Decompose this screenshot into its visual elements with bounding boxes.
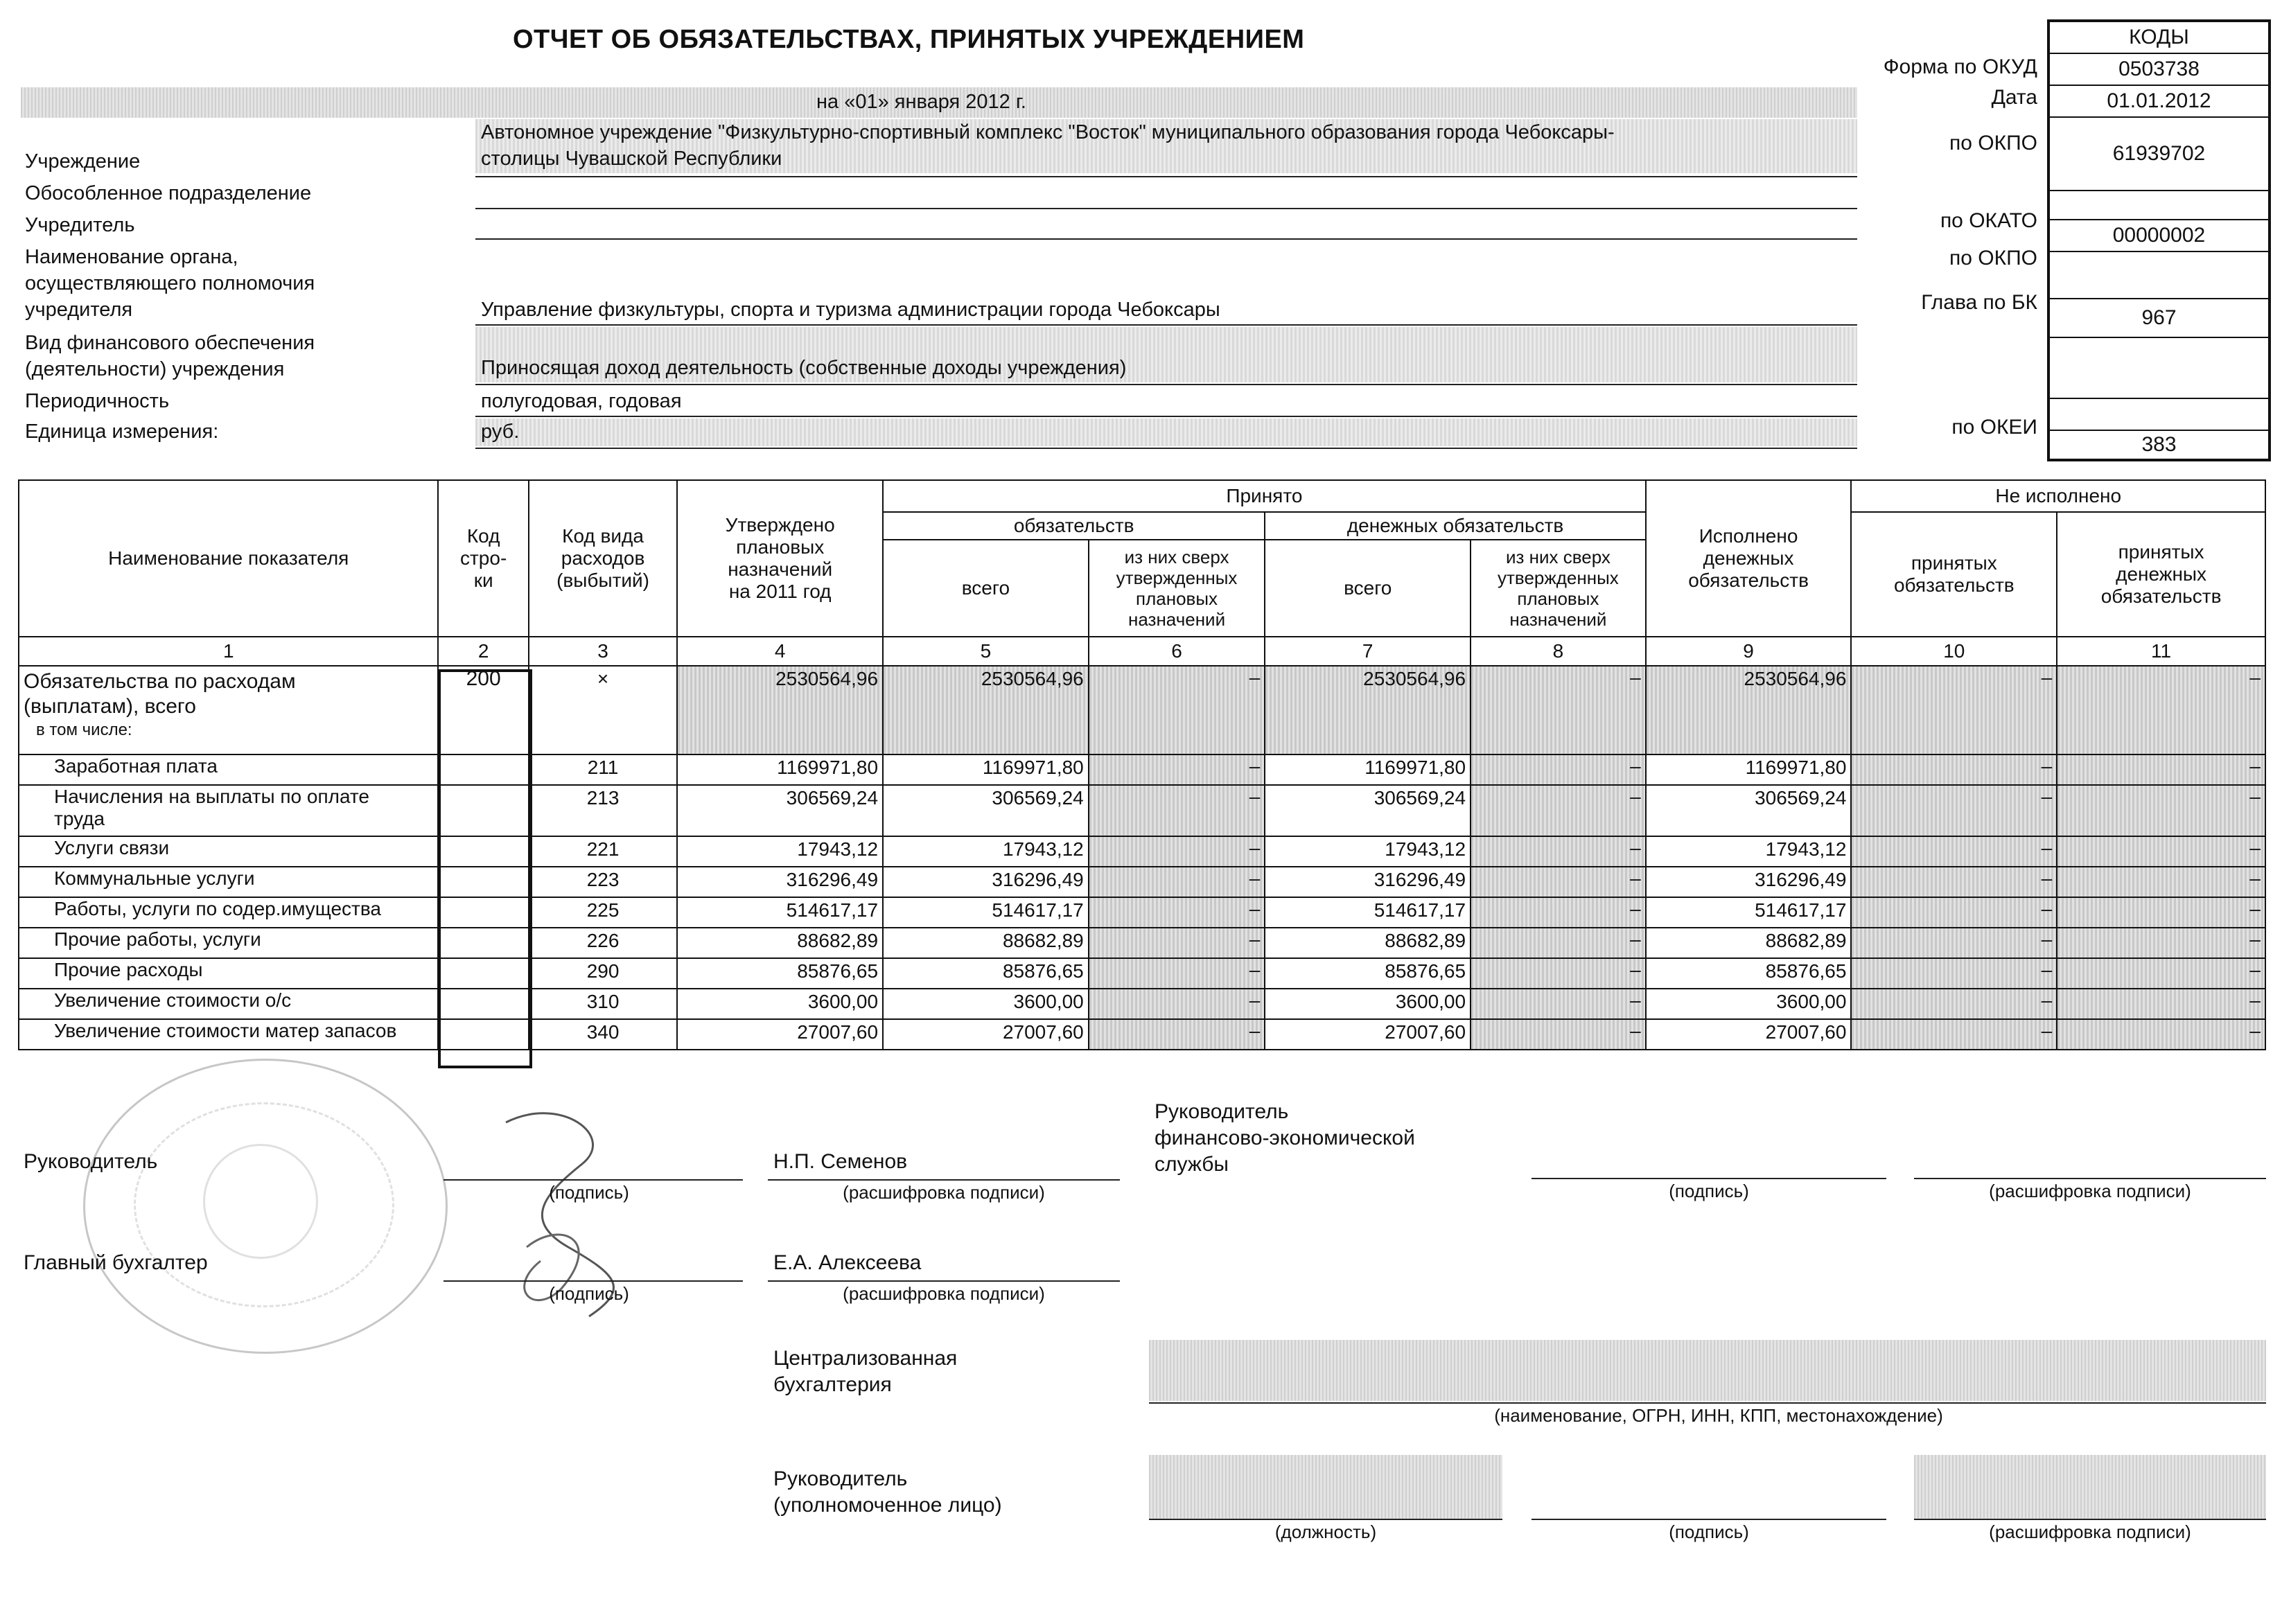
table-row (19, 1019, 2265, 1050)
col-num: 2 (438, 637, 528, 666)
obligations-table (18, 479, 2266, 1050)
row-type: 340 (529, 1019, 678, 1050)
label-authority-3: учредителя (25, 299, 133, 321)
chief-acc-name: Е.А. Алексеева (773, 1251, 922, 1274)
row-obl-total: 27007,60 (883, 1019, 1089, 1050)
row-money-over: – (1471, 928, 1646, 958)
code-okud: 0503738 (2050, 54, 2268, 86)
row-obl-over: – (1089, 867, 1265, 897)
row-obl-total: 85876,65 (883, 958, 1089, 989)
row-executed: 3600,00 (1646, 989, 1852, 1019)
auth-position-redacted (1149, 1455, 1502, 1519)
label-finance-2: (деятельности) учреждения (25, 358, 285, 380)
row-obl-over: – (1089, 754, 1265, 785)
report-date: на «01» января 2012 г. (816, 91, 1026, 113)
th-approved: Утверждено плановых назначений на 2011 год (677, 480, 883, 637)
row-executed: 88682,89 (1646, 928, 1852, 958)
label-unit: Единица измерения: (25, 421, 219, 443)
row-executed: 514617,17 (1646, 897, 1852, 928)
row-type: 225 (529, 897, 678, 928)
central-redacted (1149, 1340, 2266, 1401)
auth-sign-line (1532, 1519, 1886, 1520)
fin-sign-line (1532, 1178, 1886, 1179)
total-ne-money: – (2057, 666, 2265, 754)
table-row (19, 754, 2265, 785)
col-num: 4 (677, 637, 883, 666)
auth-sign-caption: (подпись) (1669, 1521, 1749, 1542)
th-obl-total: всего (883, 540, 1089, 637)
th-executed: Исполнено денежных обязательств (1646, 480, 1852, 637)
th-accepted: Принято (883, 480, 1646, 512)
row-ne-money: – (2057, 836, 2265, 867)
row-approved: 27007,60 (677, 1019, 883, 1050)
col-num: 11 (2057, 637, 2265, 666)
row-money-total: 3600,00 (1265, 989, 1471, 1019)
th-accepted-obl: принятых обязательств (1851, 512, 2057, 637)
auth-decode-redacted (1914, 1455, 2266, 1519)
label-date: Дата (1991, 86, 2037, 109)
col-num: 7 (1265, 637, 1471, 666)
th-accepted-money: принятых денежных обязательств (2057, 512, 2265, 637)
label-glava-bk: Глава по БК (1921, 291, 2037, 314)
col-num: 6 (1089, 637, 1265, 666)
label-subdivision: Обособленное подразделение (25, 182, 312, 204)
head-sign-caption: (подпись) (549, 1182, 629, 1203)
row-obl-over: – (1089, 836, 1265, 867)
row-approved: 316296,49 (677, 867, 883, 897)
auth-label: Руководитель (уполномоченное лицо) (773, 1467, 1002, 1517)
row-ne-obl: – (1851, 897, 2057, 928)
row-obl-over: – (1089, 897, 1265, 928)
line-institution (475, 176, 1857, 177)
row-executed: 306569,24 (1646, 785, 1852, 836)
auth-decode-line (1914, 1519, 2266, 1520)
row-ne-obl: – (1851, 836, 2057, 867)
row-ne-money: – (2057, 989, 2265, 1019)
col-number-row (19, 637, 2265, 666)
line-unit (475, 448, 1857, 449)
table-row (19, 989, 2265, 1019)
line-authority (475, 324, 1857, 326)
row-ne-money: – (2057, 1019, 2265, 1050)
label-authority-1: Наименование органа, (25, 246, 238, 268)
auth-decode-caption: (расшифровка подписи) (1989, 1521, 2191, 1542)
label-okato: по ОКАТО (1940, 209, 2037, 232)
authority-value: Управление физкультуры, спорта и туризма администрации города Чебоксары (481, 299, 1220, 321)
total-money-over: – (1471, 666, 1646, 754)
head-decode-caption: (расшифровка подписи) (843, 1182, 1045, 1203)
row-obl-over: – (1089, 1019, 1265, 1050)
col-num: 1 (19, 637, 438, 666)
code-date: 01.01.2012 (2050, 86, 2268, 118)
row-ne-obl: – (1851, 867, 2057, 897)
codes-header: КОДЫ (2050, 22, 2268, 54)
code-glava-bk: 967 (2050, 299, 2268, 338)
fin-sign-caption: (подпись) (1669, 1181, 1749, 1201)
table-row (19, 897, 2265, 928)
row-obl-over: – (1089, 785, 1265, 836)
head-label: Руководитель (24, 1150, 158, 1173)
table-row (19, 958, 2265, 989)
row-obl-over: – (1089, 989, 1265, 1019)
row-ne-money: – (2057, 928, 2265, 958)
total-row-name: Обязательства по расходам (выплатам), всего в том числе: (19, 666, 438, 754)
th-code-type: Код вида расходов (выбытий) (529, 480, 678, 637)
central-label: Централизованная бухгалтерия (773, 1347, 958, 1396)
th-name: Наименование показателя (19, 480, 438, 637)
row-approved: 3600,00 (677, 989, 883, 1019)
row-money-total: 85876,65 (1265, 958, 1471, 989)
row-obl-total: 1169971,80 (883, 754, 1089, 785)
table-row (19, 928, 2265, 958)
row-approved: 85876,65 (677, 958, 883, 989)
total-ne-obl: – (1851, 666, 2057, 754)
row-ne-obl: – (1851, 1019, 2057, 1050)
th-money-total: всего (1265, 540, 1471, 637)
chief-decode-caption: (расшифровка подписи) (843, 1283, 1045, 1304)
line-period (475, 416, 1857, 417)
th-money-over: из них сверх утвержденных плановых назначений (1471, 540, 1646, 637)
row-name: Прочие работы, услуги (19, 928, 438, 958)
th-code-line: Код стро- ки (438, 480, 528, 637)
row-type: 226 (529, 928, 678, 958)
table-row (19, 785, 2265, 836)
row-money-total: 88682,89 (1265, 928, 1471, 958)
row-approved: 17943,12 (677, 836, 883, 867)
row-name: Работы, услуги по содер.имущества (19, 897, 438, 928)
label-finance-1: Вид финансового обеспечения (25, 332, 315, 354)
row-ne-money: – (2057, 867, 2265, 897)
label-okud: Форма по ОКУД (1883, 55, 2037, 78)
row-money-over: – (1471, 785, 1646, 836)
report-title: ОТЧЕТ ОБ ОБЯЗАТЕЛЬСТВАХ, ПРИНЯТЫХ УЧРЕЖДЕНИЕМ (513, 25, 1305, 54)
row-ne-money: – (2057, 754, 2265, 785)
row-name: Увеличение стоимости матер запасов (19, 1019, 438, 1050)
row-executed: 316296,49 (1646, 867, 1852, 897)
row-name: Начисления на выплаты по оплате труда (19, 785, 438, 836)
row-ne-obl: – (1851, 754, 2057, 785)
row-approved: 1169971,80 (677, 754, 883, 785)
col-num: 10 (1851, 637, 2057, 666)
row-type: 290 (529, 958, 678, 989)
row-obl-total: 17943,12 (883, 836, 1089, 867)
row-money-total: 514617,17 (1265, 897, 1471, 928)
row-obl-total: 514617,17 (883, 897, 1089, 928)
code-okei: 383 (2141, 433, 2177, 456)
code-okpo: 61939702 (2050, 118, 2268, 191)
row-type: 221 (529, 836, 678, 867)
codes-box (2047, 19, 2271, 461)
total-obl-over: – (1089, 666, 1265, 754)
row-executed: 85876,65 (1646, 958, 1852, 989)
col-num: 9 (1646, 637, 1852, 666)
col-num: 8 (1471, 637, 1646, 666)
row-approved: 306569,24 (677, 785, 883, 836)
row-executed: 1169971,80 (1646, 754, 1852, 785)
unit-value: руб. (481, 421, 520, 443)
chief-sign-caption: (подпись) (549, 1283, 629, 1304)
row-obl-total: 88682,89 (883, 928, 1089, 958)
row-money-over: – (1471, 867, 1646, 897)
label-authority-2: осуществляющего полномочия (25, 272, 315, 294)
label-period: Периодичность (25, 390, 170, 412)
table-row (19, 836, 2265, 867)
central-caption: (наименование, ОГРН, ИНН, КПП, местонахождение) (1494, 1405, 1943, 1426)
row-name: Заработная плата (19, 754, 438, 785)
line-founder (475, 238, 1857, 240)
row-money-over: – (1471, 836, 1646, 867)
row-type: 223 (529, 867, 678, 897)
chief-acc-label: Главный бухгалтер (24, 1251, 208, 1274)
stamp-seal (83, 1059, 448, 1354)
row-ne-obl: – (1851, 958, 2057, 989)
code-empty-2 (2050, 338, 2268, 399)
total-obl-total: 2530564,96 (883, 666, 1089, 754)
row-money-total: 316296,49 (1265, 867, 1471, 897)
label-okpo-2: по ОКПО (1949, 247, 2037, 270)
row-ne-money: – (2057, 897, 2265, 928)
row-executed: 27007,60 (1646, 1019, 1852, 1050)
row-name: Коммунальные услуги (19, 867, 438, 897)
row-ne-money: – (2057, 785, 2265, 836)
col-num: 3 (529, 637, 678, 666)
code-empty-3 (2050, 399, 2268, 431)
head-name-line (768, 1179, 1120, 1181)
table-row (19, 867, 2265, 897)
label-founder: Учредитель (25, 214, 135, 236)
row-type: 310 (529, 989, 678, 1019)
label-institution: Учреждение (25, 150, 141, 173)
row-ne-obl: – (1851, 785, 2057, 836)
institution-value-1: Автономное учреждение "Физкультурно-спортивный комплекс "Восток" муниципального образования города Чебоксары- (481, 121, 1615, 143)
th-money-obligations: денежных обязательств (1265, 512, 1645, 540)
row-money-over: – (1471, 754, 1646, 785)
row-obl-total: 316296,49 (883, 867, 1089, 897)
total-row (19, 666, 2265, 754)
row-money-total: 17943,12 (1265, 836, 1471, 867)
central-line (1149, 1402, 2266, 1404)
line-subdivision (475, 208, 1857, 209)
total-code: 200 (438, 666, 528, 754)
th-not-executed: Не исполнено (1851, 480, 2265, 512)
row-money-over: – (1471, 958, 1646, 989)
row-money-total: 1169971,80 (1265, 754, 1471, 785)
row-approved: 88682,89 (677, 928, 883, 958)
row-ne-money: – (2057, 958, 2265, 989)
row-name: Увеличение стоимости о/с (19, 989, 438, 1019)
code-empty-1 (2050, 191, 2268, 220)
label-okei: по ОКЕИ (1951, 416, 2037, 439)
line-finance (475, 384, 1857, 385)
period-value: полугодовая, годовая (481, 390, 682, 412)
row-money-total: 306569,24 (1265, 785, 1471, 836)
row-ne-obl: – (1851, 989, 2057, 1019)
row-money-total: 27007,60 (1265, 1019, 1471, 1050)
row-name: Услуги связи (19, 836, 438, 867)
unit-bg (475, 418, 1857, 446)
row-type: 211 (529, 754, 678, 785)
row-obl-total: 306569,24 (883, 785, 1089, 836)
th-obligations: обязательств (883, 512, 1265, 540)
fin-head-label: Руководитель финансово-экономической службы (1155, 1100, 1415, 1176)
row-obl-total: 3600,00 (883, 989, 1089, 1019)
fin-decode-line (1914, 1178, 2266, 1179)
code-column-frame (438, 669, 532, 1068)
th-obl-over: из них сверх утвержденных плановых назначений (1089, 540, 1265, 637)
row-executed: 17943,12 (1646, 836, 1852, 867)
head-sign-line (444, 1179, 743, 1181)
chief-sign-line (444, 1280, 743, 1282)
row-approved: 514617,17 (677, 897, 883, 928)
total-money-total: 2530564,96 (1265, 666, 1471, 754)
row-money-over: – (1471, 897, 1646, 928)
row-obl-over: – (1089, 928, 1265, 958)
row-ne-obl: – (1851, 928, 2057, 958)
row-type: 213 (529, 785, 678, 836)
total-executed: 2530564,96 (1646, 666, 1852, 754)
total-approved: 2530564,96 (677, 666, 883, 754)
fin-decode-caption: (расшифровка подписи) (1989, 1181, 2191, 1201)
col-num: 5 (883, 637, 1089, 666)
code-okato: 00000002 (2050, 220, 2268, 252)
row-money-over: – (1471, 1019, 1646, 1050)
institution-value-2: столицы Чувашской Республики (481, 148, 782, 170)
head-name: Н.П. Семенов (773, 1150, 908, 1173)
code-okpo-2 (2050, 252, 2268, 299)
auth-position-caption: (должность) (1274, 1521, 1377, 1542)
finance-value: Приносящая доход деятельность (собственные доходы учреждения) (481, 357, 1127, 379)
row-obl-over: – (1089, 958, 1265, 989)
label-okpo: по ОКПО (1949, 132, 2037, 155)
auth-position-line (1149, 1519, 1502, 1520)
row-name: Прочие расходы (19, 958, 438, 989)
total-type: × (529, 666, 678, 754)
row-money-over: – (1471, 989, 1646, 1019)
chief-name-line (768, 1280, 1120, 1282)
